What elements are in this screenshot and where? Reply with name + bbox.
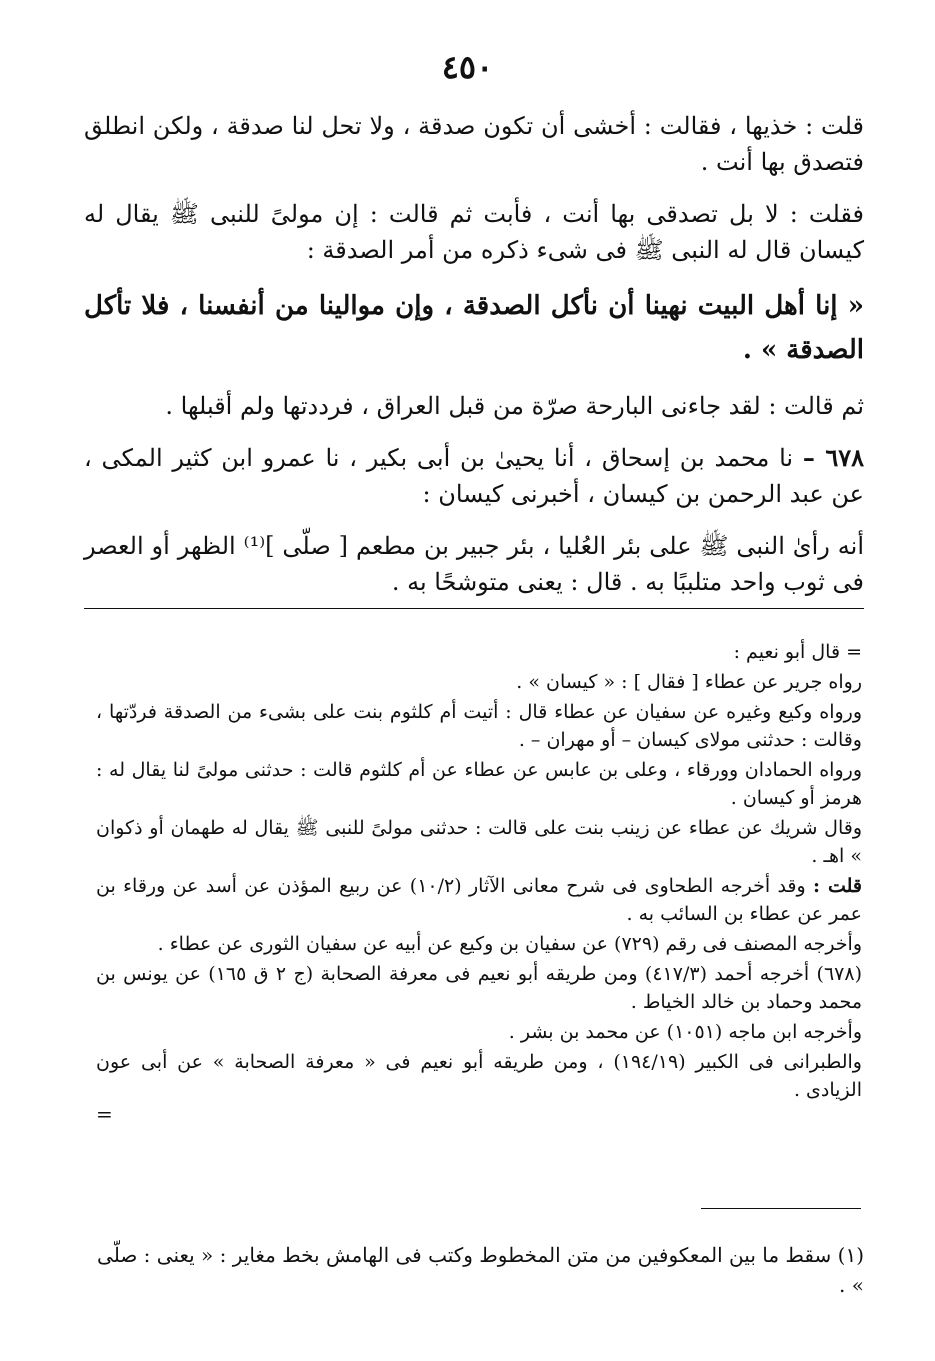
footnote-divider (701, 1208, 861, 1209)
qult-note (96, 872, 862, 928)
note-line: وأخرجه المصنف فى رقم (٧٢٩) عن سفيان بن وكيع عن أبيه عن سفيان الثورى عن عطاء . (157, 933, 862, 955)
page-number: ٤٥٠ (441, 48, 494, 86)
prophetic-quote: « إنا أهل البيت نهينا أن نأكل الصدقة ، وإن موالينا من أنفسنا ، فلا تأكل الصدقة » . (84, 291, 864, 365)
main-divider (84, 608, 864, 609)
footnote: (١) سقط ما بين المعكوفين من متن المخطوط وكتب فى الهامش بخط مغاير : « يعنى : صلّى » . (97, 1243, 864, 1297)
hadith-chain-text: نا محمد بن إسحاق ، أنا يحيىٰ بن أبى بكير ، نا عمرو ابن كثير المكى ، عن عبد الرحمن بن كيسان ، أخبرنى كيسان : (84, 444, 864, 508)
hadith-chain (84, 440, 864, 512)
commentary-notes (96, 638, 862, 1126)
note-line: وقال شريك عن عطاء عن زينب بنت على قالت : حدثنى مولىً للنبى ﷺ يقال له طهمان أو ذكوان » اهـ . (96, 817, 862, 867)
end-continuation-mark: = (96, 1102, 113, 1126)
hadith-number: ٦٧٨ – (802, 443, 864, 472)
note-line: وأخرجه ابن ماجه (١٠٥١) عن محمد بن بشر . (508, 1021, 862, 1043)
paragraph-4: ثم قالت : لقد جاءنى البارحة صرّة من قبل العراق ، فرددتها ولم أقبلها . (165, 392, 864, 420)
main-text (84, 108, 864, 616)
note-line: ورواه وكيع وغيره عن سفيان عن عطاء قال : أتيت أم كلثوم بنت على بشىء من الصدقة فردّتها ، وقالت : حدثنى مولاى كيسان – أو مهران – . (96, 701, 862, 751)
note-line: والطبرانى فى الكبير (١٩٤/١٩) ، ومن طريقه أبو نعيم فى « معرفة الصحابة » عن أبى عون الزيادى . (96, 1051, 862, 1101)
notes-intro-text: قال أبو نعيم : (733, 641, 841, 663)
note-line: ورواه الحمادان وورقاء ، وعلى بن عابس عن عطاء عن أم كلثوم قالت : حدثنى مولىً لنا يقال له : هرمز أو كيسان . (96, 759, 862, 809)
paragraph-2: فقلت : لا بل تصدقى بها أنت ، فأبت ثم قالت : إن مولىً للنبى ﷺ يقال له كيسان قال له النبى ﷺ فى شىء ذكره من أمر الصدقة : (84, 200, 864, 264)
paragraph-1: قلت : خذيها ، فقالت : أخشى أن تكون صدقة ، ولا تحل لنا صدقة ، ولكن انطلق فتصدق بها أنت . (84, 112, 865, 176)
notes-intro (96, 638, 862, 666)
continuation-mark: = (846, 641, 862, 663)
note-line: رواه جرير عن عطاء [ فقال ] : « كيسان » . (516, 671, 862, 693)
qult-text: وقد أخرجه الطحاوى فى شرح معانى الآثار (١٠/٢) عن ربيع المؤذن عن أسد عن ورقاء بن عمر عن عطاء بن السائب به . (96, 875, 862, 925)
qult-lead: قلت : (813, 875, 862, 897)
hadith-text: أنه رأىٰ النبى ﷺ على بئر العُليا ، بئر جبير بن مطعم [ صلّى ]⁽¹⁾ الظهر أو العصر فى ثوب واحد متلببًا به . قال : يعنى متوشحًا به . (84, 532, 865, 596)
note-line: (٦٧٨) أخرجه أحمد (٤١٧/٣) ومن طريقه أبو نعيم فى معرفة الصحابة (ج ٢ ق ١٦٥) عن يونس بن محمد وحماد بن خالد الخياط . (96, 963, 862, 1013)
